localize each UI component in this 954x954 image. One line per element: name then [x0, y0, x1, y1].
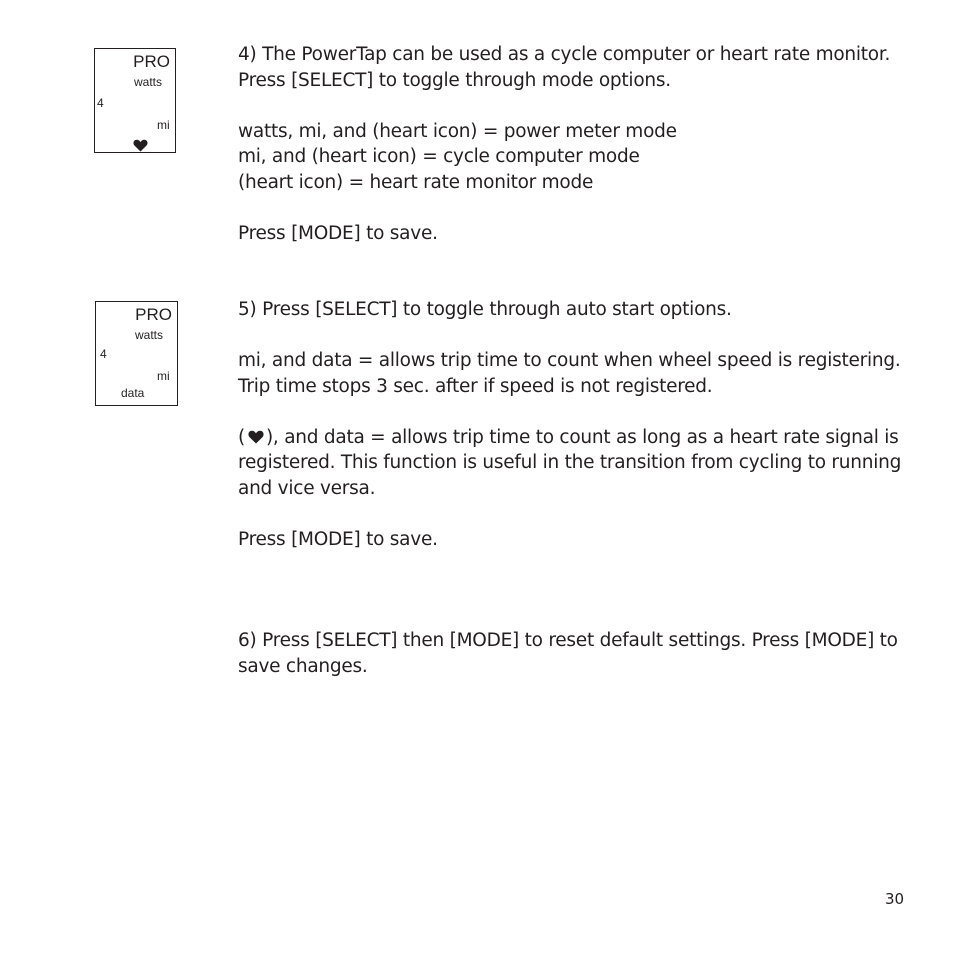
display-digit: 4 — [97, 96, 104, 110]
section-5-line-1: 5) Press [SELECT] to toggle through auto start options. — [238, 299, 732, 320]
display-watts-label: watts — [135, 328, 164, 342]
autostart-heart-line-2: registered. This function is useful in the transition from cycling to running — [238, 452, 902, 473]
section-4-save: Press [MODE] to save. — [238, 222, 438, 244]
autostart-heart-line-1 — [238, 425, 901, 451]
heart-icon — [248, 430, 264, 444]
mode-power-meter: watts, mi, and (heart icon) = power meter mode — [238, 120, 677, 142]
page-number: 30 — [885, 890, 905, 908]
display-watts-label: watts — [134, 75, 163, 89]
display-pro-label: PRO — [135, 305, 172, 324]
display-autostart-illustration — [95, 301, 178, 406]
autostart-speed-line-1: mi, and data = allows trip time to count when wheel speed is registering. — [238, 350, 901, 371]
autostart-heart-text: ), and data = allows trip time to count as long as a heart rate signal is — [265, 426, 899, 448]
display-data-label: data — [121, 386, 145, 400]
section-4-text — [238, 42, 890, 246]
section-4-line-2: Press [SELECT] to toggle through mode options. — [238, 69, 671, 91]
section-5-save: Press [MODE] to save. — [238, 528, 438, 550]
display-digit: 4 — [100, 347, 107, 361]
display-pro-label: PRO — [133, 52, 170, 71]
autostart-speed-line-2: Trip time stops 3 sec. after if speed is not registered. — [238, 375, 713, 397]
section-6-line-2: save changes. — [238, 655, 368, 677]
section-5-text — [238, 297, 901, 552]
autostart-heart-line-3: and vice versa. — [238, 477, 376, 499]
open-paren: ( — [238, 426, 245, 448]
heart-icon — [133, 139, 148, 152]
section-6-text — [238, 628, 898, 679]
display-mode-illustration — [94, 48, 176, 153]
section-6-line-1: 6) Press [SELECT] then [MODE] to reset default settings. Press [MODE] to — [238, 630, 898, 651]
display-mi-label: mi — [157, 369, 170, 383]
section-4-line-1: 4) The PowerTap can be used as a cycle computer or heart rate monitor. — [238, 44, 891, 65]
mode-heart-rate-monitor: (heart icon) = heart rate monitor mode — [238, 171, 594, 193]
mode-cycle-computer: mi, and (heart icon) = cycle computer mode — [238, 146, 640, 167]
display-mi-label: mi — [157, 118, 170, 132]
